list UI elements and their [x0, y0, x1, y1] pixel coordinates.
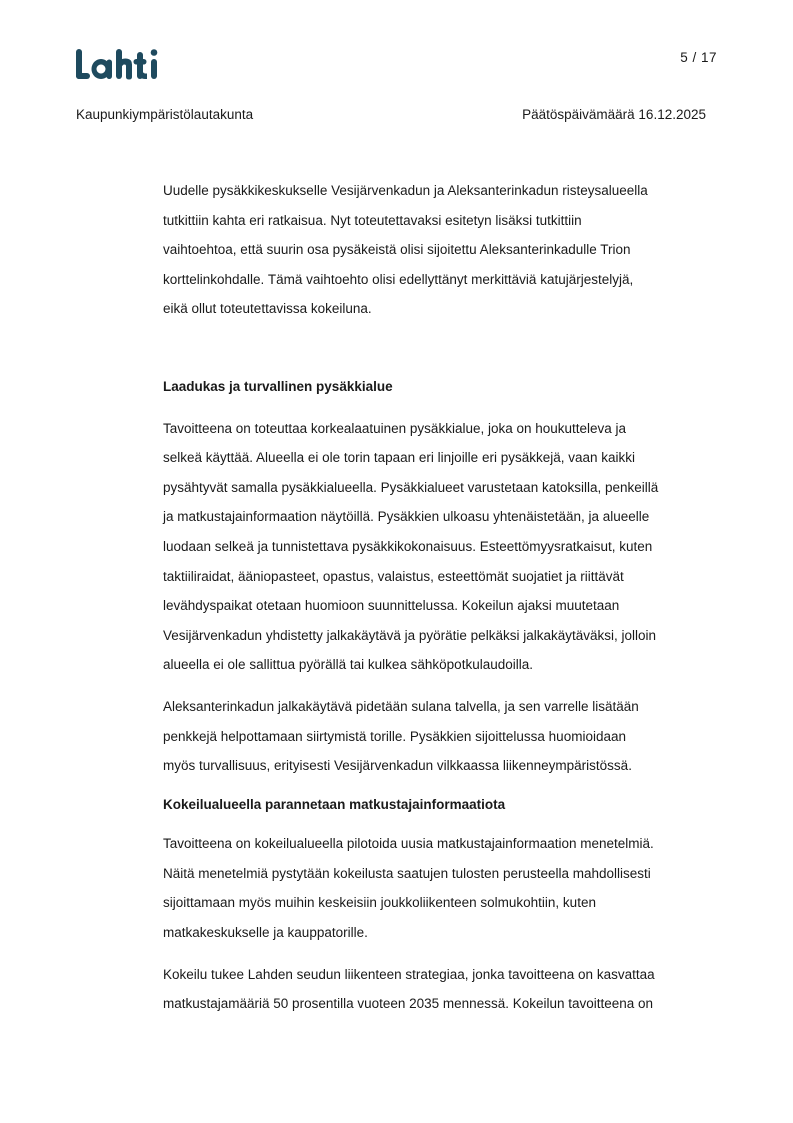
text-line: penkkejä helpottamaan siirtymistä torille. Pysäkkien sijoittelussa huomioidaan	[163, 728, 626, 744]
text-line: taktiiliraidat, ääniopasteet, opastus, valaistus, esteettömät suojatiet ja riittävät	[163, 568, 624, 584]
text-line: eikä ollut toteutettavissa kokeiluna.	[163, 301, 372, 317]
lahti-logo	[75, 47, 167, 81]
section-heading-passenger-info: Kokeilualueella parannetaan matkustajainformaatiota	[163, 796, 506, 812]
section-heading-quality-stop-area: Laadukas ja turvallinen pysäkkialue	[163, 378, 393, 394]
text-line: pysähtyvät samalla pysäkkialueella. Pysäkkialueet varustetaan katoksilla, penkeillä	[163, 479, 659, 495]
paragraph-strategy	[163, 960, 723, 1019]
lahti-logo-mark	[75, 47, 167, 81]
text-line: Kokeilu tukee Lahden seudun liikenteen strategiaa, jonka tavoitteena on kasvattaa	[163, 966, 655, 982]
text-line: korttelinkohdalle. Tämä vaihtoehto olisi edellyttänyt merkittäviä katujärjestelyjä,	[163, 271, 634, 287]
text-line: sijoittamaan myös muihin keskeisiin joukkoliikenteen solmukohtiin, kuten	[163, 895, 596, 911]
text-line: tutkittiin kahta eri ratkaisua. Nyt toteutettavaksi esitetyn lisäksi tutkittiin	[163, 212, 582, 228]
text-line: Uudelle pysäkkikeskukselle Vesijärvenkadun ja Aleksanterinkadun risteysalueella	[163, 183, 648, 198]
text-line: matkustajamääriä 50 prosentilla vuoteen 2035 mennessä. Kokeilun tavoitteena on	[163, 996, 654, 1012]
text-line: Aleksanterinkadun jalkakäytävä pidetään sulana talvella, ja sen varrelle lisätään	[163, 698, 639, 714]
text-line: Vesijärvenkadun yhdistetty jalkakäytävä ja pyörätie pelkäksi jalkakäytäväksi, jolloin	[163, 627, 657, 643]
organization-name: Kaupunkiympäristölautakunta	[76, 107, 254, 122]
text-line: alueella ei ole sallittua pyörällä tai kulkea sähköpotkulaudoilla.	[163, 657, 533, 673]
paragraph-intro	[163, 176, 723, 324]
text-line: myös turvallisuus, erityisesti Vesijärvenkadun vilkkaassa liikenneympäristössä.	[163, 758, 632, 774]
text-line: levähdyspaikat otetaan huomioon suunnittelussa. Kokeilun ajaksi muutetaan	[163, 598, 620, 614]
text-line: ja matkustajainformaation näytöillä. Pysäkkien ulkoasu yhtenäistetään, ja alueelle	[163, 509, 650, 525]
text-line: luodaan selkeä ja tunnistettava pysäkkikokonaisuus. Esteettömyysratkaisut, kuten	[163, 538, 653, 554]
page-number: 5 / 17	[680, 50, 717, 65]
text-line: selkeä käyttää. Alueella ei ole torin tapaan eri linjoille eri pysäkkejä, vaan kaikki	[163, 450, 636, 466]
text-line: Tavoitteena on kokeilualueella pilotoida uusia matkustajainformaation menetelmiä.	[163, 836, 654, 852]
paragraph-passenger-info	[163, 829, 723, 947]
text-line: matkakeskukselle ja kauppatorille.	[163, 925, 368, 941]
paragraph-stop-area	[163, 414, 723, 680]
document-body	[163, 176, 723, 1019]
decision-date: Päätöspäivämäärä 16.12.2025	[522, 107, 706, 122]
text-line: vaihtoehtoa, että suurin osa pysäkeistä olisi sijoitettu Aleksanterinkadulle Trion	[163, 242, 631, 258]
paragraph-sidewalk	[163, 692, 723, 781]
text-line: Tavoitteena on toteuttaa korkealaatuinen pysäkkialue, joka on houkutteleva ja	[163, 420, 627, 436]
text-line: Näitä menetelmiä pystytään kokeilusta saatujen tulosten perusteella mahdollisesti	[163, 865, 651, 881]
